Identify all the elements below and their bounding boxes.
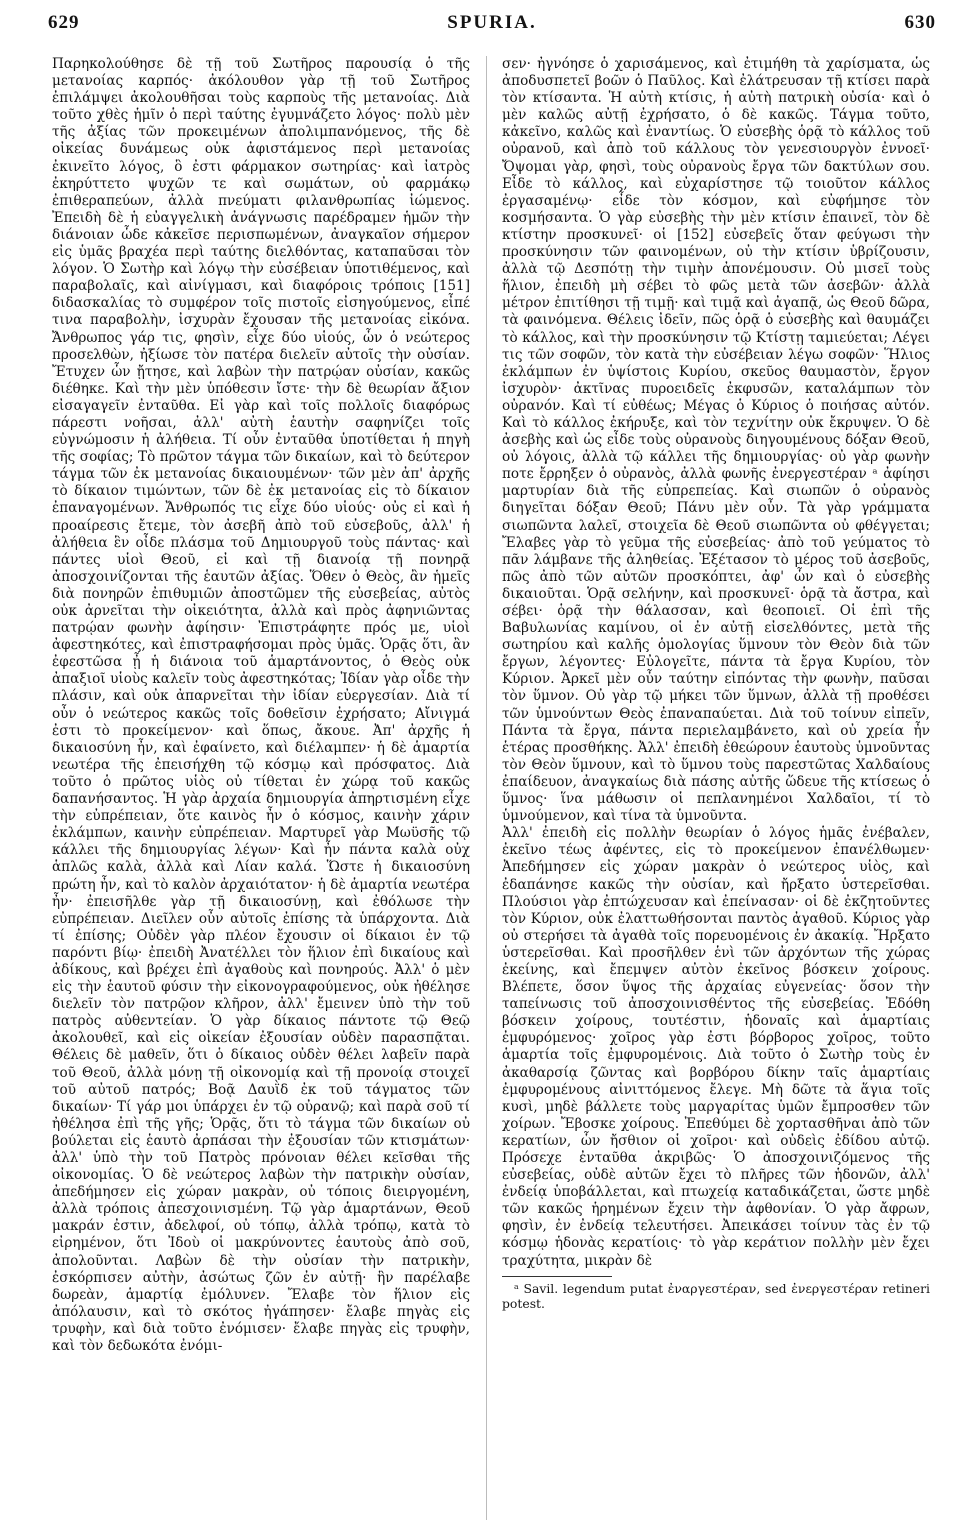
page-number-left: 629 xyxy=(48,12,80,33)
footnote: ᵃ Savil. legendum putat ἐναργεστέραν, sed ἐνεργεστέραν retineri potest. xyxy=(502,1280,930,1311)
column-divider xyxy=(486,56,487,1520)
running-head xyxy=(48,12,936,40)
page-number-right: 630 xyxy=(904,12,936,33)
right-column-text-2: Ἀλλ' ἐπειδὴ εἰς πολλὴν θεωρίαν ὁ λόγος ἡμᾶς ἐνέβαλεν, ἐκεῖνο τέως ἀφέντες, εἰς τὸ προκείμενον ἐπανέλθωμεν· Ἀπεδήμησεν εἰς χώραν μακρὰν ὁ νεώτερος υἱὸς, καὶ ἐδαπάνησε κακῶς τὴν οὐσίαν, καὶ ἤρξατο ὑστερεῖσθαι. Πλούσιοι γὰρ ἐπτώχευσαν καὶ ἐπείνασαν· οἱ δὲ ἐκζητοῦντες τὸν Κύριον, οὐκ ἐλαττωθήσονται παντὸς ἀγαθοῦ. Κύριος γὰρ οὐ στερήσει τὰ ἀγαθὰ τοῖς πορευομένοις ἐν ἀκακίᾳ. Ἤρξατο ὑστερεῖσθαι. Καὶ προσῆλθεν ἑνὶ τῶν ἀρχόντων τῆς χώρας ἐκείνης, καὶ ἔπεμψεν αὐτὸν ἐκεῖνος βόσκειν χοίρους. Βλέπετε, ὅσον ὕψος τῆς ἀρχαίας εὐγενείας· ὅσον τὴν ταπείνωσις τοῦ ἀποσχοινισθέντος τῆς εὐσεβείας. Ἐδόθη βόσκειν χοίρους, τουτέστιν, ἡδοναῖς καὶ ἁμαρτίαις ἐμφυρόμενος· χοῖρος γὰρ ἐστι βόρβορος χοῖρος, τοῦτο ἁμαρτία τοῖς ἐμφυρομένοις. Διὰ τοῦτο ὁ Σωτὴρ τοὺς ἐν ἀκαθαρσίᾳ ζῶντας καὶ βορβόρου δίκην ταῖς ἁμαρτίαις ἐμφυρομένους αἰνιττόμενος ἔλεγε. Μὴ δῶτε τὰ ἅγια τοῖς κυσὶ, μηδὲ βάλλετε τοὺς μαργαρίτας ὑμῶν ἔμπροσθεν τῶν χοίρων. Ἔβοσκε χοίρους. Ἐπεθύμει δὲ χορτασθῆναι ἀπὸ τῶν κερατίων, ὧν ἤσθιον οἱ χοῖροι· καὶ οὐδεὶς ἐδίδου αὐτῷ. Πρόσεχε ἐνταῦθα ἀκριβῶς· Ὁ ἀποσχοινιζόμενος τῆς εὐσεβείας, οὐδὲ αὐτῶν ἔχει τὸ πλῆρες τῶν ἡδονῶν, ἀλλ' ἐνδείᾳ ὑποβάλλεται, καὶ πτωχείᾳ καταδικάζεται, ὥστε μηδὲ τῶν κακῶς ἡρημένων ἔχειν τὴν ἀφθονίαν. Ὁ γὰρ ἄφρων, φησὶν, ἐν ἐνδείᾳ τελευτήσει. Ἀπεικάσει τοίνυν τὰς ἐν τῷ κόσμῳ ἡδονὰς κερατίοις· τὸ γὰρ κεράτιον πολλὴν μὲν ἔχει τραχύτητα, μικρὰν δὲ xyxy=(502,825,930,1269)
right-column-text-1: σεν· ἠγνόησε ὁ χαρισάμενος, καὶ ἐτιμήθη τὰ χαρίσματα, ὡς ἀποδυσπετεῖ βοῶν ὁ Παῦλος. Καὶ ἐλάτρευσαν τῇ κτίσει παρὰ τὸν κτίσαντα. Ἡ αὐτὴ κτίσις, ἡ αὐτὴ πατρικὴ οὐσία· καὶ ὁ μὲν καλῶς αὐτῇ ἐχρήσατο, ὁ δὲ κακῶς. Τάγμα τοῦτο, κἀκεῖνο, καλῶς καὶ ἐναντίως. Ὁ εὐσεβὴς ὁρᾷ τὸ κάλλος τοῦ οὐρανοῦ, καὶ ἀπὸ τοῦ κάλλους τὸν γενεσιουργὸν ἐννοεῖ· Ὄψομαι γὰρ, φησὶ, τοὺς οὐρανοὺς ἔργα τῶν δακτύλων σου. Εἶδε τὸ κάλλος, καὶ εὐχαρίστησε τῷ τοιοῦτον κάλλος ἐργασαμένῳ· εἶδε τὸν κόσμον, καὶ εὐφήμησε τὸν κοσμήσαντα. Ὁ γὰρ εὐσεβὴς τὴν μὲν κτίσιν ἐπαινεῖ, τὸν δὲ κτίστην προσκυνεῖ· οἱ [152] εὐσεβεῖς ὅταν φεύγωσι τὴν προσκύνησιν τῶν φαινομένων, οὐ τὴν κτίσιν ὑβρίζουσιν, ἀλλὰ τῷ Δεσπότῃ τὴν τιμὴν ἀπονέμουσιν. Οὐ μισεῖ τοὺς ἥλιον, ἐπειδὴ μὴ σέβει τὸ φῶς μετὰ τῶν ἀσεβῶν· ἀλλὰ μέτρον ἐπιτίθησι τῇ τιμῇ· καὶ τιμᾷ καὶ ἀγαπᾷ, ὡς Θεοῦ δῶρα, τὰ φαινόμενα. Θέλεις ἰδεῖν, πῶς ὁρᾷ ὁ εὐσεβὴς καὶ θαυμάζει τὸ κάλλος, καὶ τὴν προσκύνησιν τῷ Κτίστῃ ταμιεύεται; Λέγει τις τῶν σοφῶν, τὸν κατὰ τὴν εὐσέβειαν λέγω σοφῶν· Ἥλιος ἐκλάμπων ἐν ὑψίστοις Κυρίου, σκεῦος θαυμαστὸν, ἔργον ἰσχυρὸν· ἀκτῖνας πυροειδεῖς ἐκφυσῶν, καταλάμπων τὸν οὐρανόν. Καὶ τί εὐθέως; Μέγας ὁ Κύριος ὁ ποιήσας αὐτόν. Καὶ τὸ κάλλος ἐκήρυξε, καὶ τὸν τεχνίτην οὐκ ἔκρυψεν. Ὁ δὲ ἀσεβὴς καὶ ὡς εἶδε τοὺς οὐρανοὺς διηγουμένους δόξαν Θεοῦ, οὐ λόγοις, ἀλλὰ τῷ κάλλει τῆς δημιουργίας· οὐ γὰρ φωνὴν ποτε ἔρρηξεν ὁ οὐρανὸς, ἀλλὰ φωνῆς ἐνεργεστέραν ᵃ ἀφίησι μαρτυρίαν διὰ τῆς εὐπρεπείας. Καὶ σιωπῶν ὁ οὐρανὸς διηγεῖται δόξαν Θεοῦ; Πάνυ μὲν οὖν. Τὰ γὰρ γράμματα σιωπῶντα λαλεῖ, στοιχεῖα δὲ Θεοῦ σιωπῶντα οὐ φθέγγεται; Ἔλαβες γὰρ τὸ γεῦμα τῆς εὐσεβείας· ἀπὸ τοῦ γεύματος τὸ πᾶν λάμβανε τῆς ἀληθείας. Ἐξέτασον τὸ μέρος τοῦ ἀσεβοῦς, πῶς ἀπὸ τῶν αὐτῶν προσκόπτει, ἀφ' ὧν καὶ ὁ εὐσεβὴς δικαιοῦται. Ὁρᾷ σελήνην, καὶ προσκυνεῖ· ὁρᾷ τὰ ἄστρα, καὶ σέβει· ὁρᾷ τὴν θάλασσαν, καὶ θεοποιεῖ. Οἱ ἐπὶ τῆς Βαβυλωνίας καμίνου, οἱ ἐν αὐτῇ εἰσελθόντες, μετὰ τῆς σωτηρίου καὶ καλῆς ὁμολογίας ὕμνουν τὸν Θεὸν διὰ τῶν ἔργων, λέγοντες· Εὐλογεῖτε, πάντα τὰ ἔργα Κυρίου, τὸν Κύριον. Ἀρκεῖ μὲν οὖν ταύτην εἰπόντας τὴν φωνὴν, παῦσαι τὸν ὕμνον. Οὐ γὰρ τῷ μήκει τῶν ὕμνων, ἀλλὰ τῇ προθέσει τῶν ὑμνούντων Θεὸς ἐπαναπαύεται. Διὰ τοῦ τοίνυν εἰπεῖν, Πάντα τὰ ἔργα, πάντα περιελαμβάνετο, καὶ οὐ χρεία ἦν ἑτέρας προσθήκης. Ἀλλ' ἐπειδὴ ἐθεώρουν ἑαυτοὺς ὑμνοῦντας τὸν Θεὸν ὕμνουν, καὶ τὸ ὕμνου τοὺς παρεστῶτας Χαλδαίους ἐπαίδευον, ἀναγκαίως διὰ πάσης αὐτῆς ὥδευε τῆς κτίσεως ὁ ὕμνος· ἵνα μάθωσιν οἱ πεπλανημένοι Χαλδαῖοι, τί τὸ ὑμνούμενον, καὶ τίνα τὰ ὑμνοῦντα. xyxy=(502,56,930,825)
running-title: SPURIA. xyxy=(447,12,537,33)
left-column-text: Παρηκολούθησε δὲ τῇ τοῦ Σωτῆρος παρουσίᾳ ὁ τῆς μετανοίας καρπός· ἀκόλουθον γὰρ τῇ τοῦ Σωτῆρος ἐπιλάμψει ἀκολουθῆσαι τοὺς καρποὺς τῆς μετανοίας. Διὰ τοῦτο χθὲς ἡμῖν ὁ περὶ ταύτης ἐγυμνάζετο λόγος· πολὺ μὲν τῆς ἀξίας τῶν προκειμένων ἀπολιμπανόμενος, τῆς δὲ οἰκείας δυνάμεως οὐκ ἀφιστάμενος περὶ μετανοίας ἐκινεῖτο λόγος, ὃ ἐστι φάρμακον σωτηρίας· καὶ ἰατρὸς ἐκηρύττετο ψυχῶν τε καὶ σωμάτων, οὐ φαρμάκῳ ἐπιθεραπεύων, ἀλλὰ πνεύματι φιλανθρωπίας ἰώμενος. Ἐπειδὴ δὲ ἡ εὐαγγελικὴ ἀνάγνωσις παρέδραμεν ἡμῶν τὴν διάνοιαν ὧδε κἀκεῖσε περισπωμένων, ἀναγκαῖον σήμερον εἰς ὑμᾶς βραχέα περὶ ταύτης διελθόντας, καταπαῦσαι τὸν λόγον. Ὁ Σωτὴρ καὶ λόγῳ τὴν εὐσέβειαν ὑποτιθέμενος, καὶ παραβολαῖς, καὶ αἰνίγμασι, καὶ διαφόροις τρόποις [151] διδασκαλίας τὸ συμφέρον τοῖς πιστοῖς εἰσηγούμενος, εἶπέ τινα παραβολὴν, ἰσχυρὰν ἔχουσαν τῆς μετανοίας εἰκόνα. Ἄνθρωπος γάρ τις, φησὶν, εἶχε δύο υἱούς, ὧν ὁ νεώτερος προσελθὼν, ἠξίωσε τὸν πατέρα διελεῖν αὐτοῖς τὴν οὐσίαν. Ἔτυχεν ὧν ᾔτησε, καὶ λαβὼν τὴν πατρῴαν οὐσίαν, κακῶς διέθηκε. Καὶ τὴν μὲν ὑπόθεσιν ἴστε· τὴν δὲ θεωρίαν ἄξιον εἰσαγαγεῖν ἐνταῦθα. Εἰ γὰρ καὶ τοῖς πολλοῖς διαφόρως πάρεστι νοῆσαι, ἀλλ' αὐτὴ ἑαυτὴν σαφηνίζει τοῖς εὐγνώμοσιν ἡ ἀλήθεια. Τί οὖν ἐνταῦθα ὑποτίθεται ἡ πηγὴ τῆς σοφίας; Τὸ πρῶτον τάγμα τῶν δικαίων, καὶ τὸ δεύτερον τάγμα τῶν ἐκ μετανοίας δικαιουμένων· τῶν μὲν ἀπ' ἀρχῆς τὸ δίκαιον τιμώντων, τῶν δὲ ἐκ μετανοίας εἰς τὸ δίκαιον ἐπαναγομένων. Ἄνθρωπός τις εἶχε δύο υἱούς· οὐς εἰ καὶ ἡ προαίρεσις ἔτεμε, τὸν ἀσεβῆ ἀπὸ τοῦ εὐσεβοῦς, ἀλλ' ἡ ἀλήθεια ἓν οἶδε πλάσμα τοῦ Δημιουργοῦ τοὺς πάντας· καὶ πάντες υἱοὶ Θεοῦ, εἰ καὶ τῇ διανοίᾳ τῇ πονηρᾷ ἀποσχοινίζονται τῆς ἑαυτῶν ἀξίας. Ὅθεν ὁ Θεὸς, ἂν ἡμεῖς διὰ πονηρῶν ἐπιθυμιῶν ἀποστῶμεν τῆς εὐσεβείας, αὐτὸς οὐκ ἀρνεῖται τὴν οἰκειότητα, ἀλλὰ καὶ πρὸς ἀφηνιῶντας πατρῴαν φωνὴν ἀφίησιν· Ἐπιστράφητε πρός με, υἱοὶ ἀφεστηκότες, καὶ ἐπιστραφήσομαι πρὸς ὑμᾶς. Ὁρᾷς ὅτι, ἂν ἐφεστῶσα ᾖ ἡ διάνοια τοῦ ἁμαρτάνοντος, ὁ Θεὸς οὐκ ἀπαξιοῖ υἱοὺς καλεῖν τοὺς ἀφεστηκότας; Ἰδίαν γὰρ οἶδε τὴν πλάσιν, καὶ οὐκ ἀπαρνεῖται τὴν ἰδίαν εὐεργεσίαν. Διὰ τί οὖν ὁ νεώτερος κακῶς τοῖς δοθεῖσιν ἐχρήσατο; Αἴνιγμά ἐστι τὸ προκείμενον· καὶ ὅπως, ἄκουε. Ἀπ' ἀρχῆς ἡ δικαιοσύνη ἦν, καὶ ἐφαίνετο, καὶ διέλαμπεν· ἡ δὲ ἁμαρτία νεωτέρα τῆς ἐπεισήχθη τῷ κόσμῳ καὶ πρόσφατος. Διὰ τοῦτο ὁ πρῶτος υἱὸς οὐ τίθεται ἐν χώρᾳ τοῦ κακῶς δαπανήσαντος. Ἡ γὰρ ἀρχαία δημιουργία ἀπηρτισμένη εἶχε τὴν εὐπρέπειαν, ὅτε καινὸς ἦν ὁ κόσμος, καινὴν χάριν ἐκλάμπων, καινὴν εὐπρέπειαν. Μαρτυρεῖ γὰρ Μωϋσῆς τῷ κάλλει τῆς δημιουργίας λέγων· Καὶ ἦν πάντα καλὰ οὐχ ἁπλῶς καλὰ, ἀλλὰ καὶ Λίαν καλά. Ὥστε ἡ δικαιοσύνη πρώτη ἦν, καὶ τὸ καλὸν ἀρχαιότατον· ἡ δὲ ἁμαρτία νεωτέρα ἦν· ἐπεισῆλθε γὰρ τῇ δικαιοσύνῃ, καὶ ἐθόλωσε τὴν εὐπρέπειαν. Διεῖλεν οὖν αὐτοῖς ἐπίσης τὰ ὑπάρχοντα. Διὰ τί ἐπίσης; Οὐδὲν γὰρ πλέον ἔχουσιν οἱ δίκαιοι ἐν τῷ παρόντι βίῳ· ἐπειδὴ Ἀνατέλλει τὸν ἥλιον ἐπὶ δικαίους καὶ ἀδίκους, καὶ βρέχει ἐπὶ ἀγαθοὺς καὶ πονηρούς. Ἀλλ' ὁ μὲν εἰς τὴν ἑαυτοῦ φύσιν τὴν εἰκονογραφούμενος, οὐκ ἠθέλησε διελεῖν τὸν πατρῷον κλῆρον, ἀλλ' ἔμεινεν ὑπὸ τὴν τοῦ πατρὸς αὐθεντείαν. Ὁ γὰρ δίκαιος πάντοτε τῷ Θεῷ ἀκολουθεῖ, καὶ εἰς οἰκείαν ἐξουσίαν οὐδὲν παρασπᾷται. Θέλεις δὲ μαθεῖν, ὅτι ὁ δίκαιος οὐδὲν θέλει λαβεῖν παρὰ τοῦ Θεοῦ, ἀλλὰ μόνῃ τῇ οἰκονομίᾳ καὶ τῇ προνοίᾳ στοιχεῖ τοῦ αὐτοῦ πατρός; Βοᾷ Δαυῒδ ἐκ τοῦ τάγματος τῶν δικαίων· Τί γάρ μοι ὑπάρχει ἐν τῷ οὐρανῷ; καὶ παρὰ σοῦ τί ἠθέλησα ἐπὶ τῆς γῆς; Ὁρᾷς, ὅτι τὸ τάγμα τῶν δικαίων οὐ βούλεται εἰς ἑαυτὸ ἀρπάσαι τὴν ἐξουσίαν τῶν κτισμάτων· ἀλλ' ὑπὸ τὴν τοῦ Πατρὸς πρόνοιαν θέλει κεῖσθαι τῆς οἰκονομίας. Ὁ δὲ νεώτερος λαβὼν τὴν πατρικὴν οὐσίαν, ἀπεδήμησεν εἰς χώραν μακρὰν, οὐ τόποις διειργομένη, ἀλλὰ τρόποις ἀπεσχοινισμένη. Τῷ γὰρ ἁμαρτάνων, Θεοῦ μακράν ἐστιν, ἀδελφοί, οὐ τόπῳ, ἀλλὰ τρόπῳ, κατὰ τὸ εἰρημένον, ὅτι Ἰδοὺ οἱ μακρύνοντες ἑαυτοὺς ἀπὸ σοῦ, ἀπολοῦνται. Λαβὼν δὲ τὴν οὐσίαν τὴν πατρικὴν, ἐσκόρπισεν αὐτὴν, ἀσώτως ζῶν ἐν αὐτῇ· ἣν παρέλαβε δωρεὰν, ἁμαρτίᾳ ἐμόλυνεν. Ἔλαβε τὸν ἥλιον εἰς ἀπόλαυσιν, καὶ τὸ σκότος ἠγάπησεν· ἔλαβε πηγὰς εἰς τρυφὴν, καὶ διὰ τοῦτο ἐνόμισεν· ἔλαβε πηγὰς εἰς τρυφὴν, καὶ τὸν δεδωκότα ἐνόμι- xyxy=(52,56,470,1355)
right-column xyxy=(502,56,930,1522)
left-column xyxy=(52,56,470,1522)
footnote-rule xyxy=(502,1276,612,1277)
